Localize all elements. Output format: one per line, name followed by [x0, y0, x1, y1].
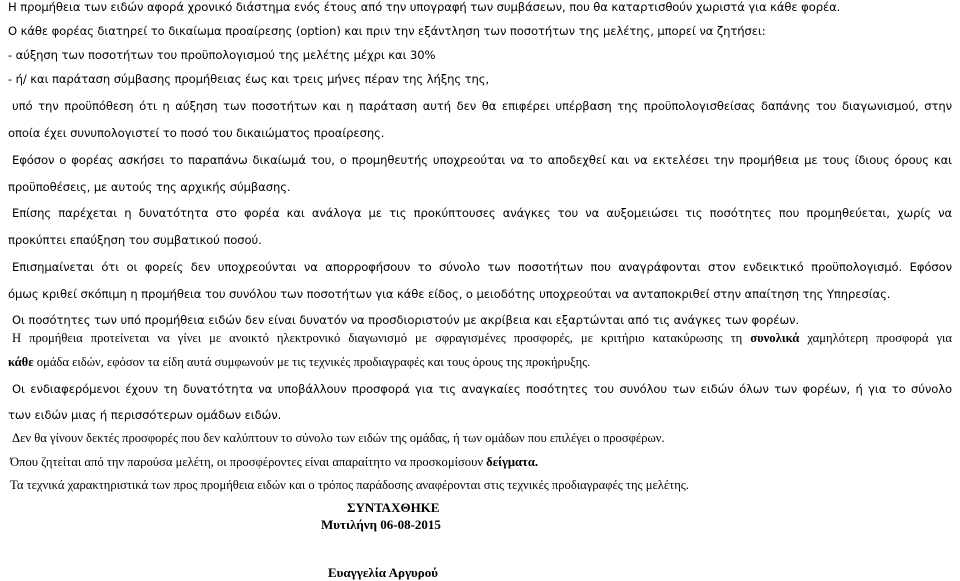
option-condition-text: υπό την προϋπόθεση ότι η αύξηση των ποσοτήτων και η παράταση αυτή δεν θα επιφέρει υπέρβαση της προϋπολογισθείσας δαπάνης του διαγωνισμού, στην — [12, 99, 952, 113]
signature-author: Ευαγγελία Αργυρού — [328, 565, 438, 580]
signature-heading: ΣΥΝΤΑΧΘΗΚΕ — [347, 500, 440, 515]
adjustment-text: Επίσης παρέχεται η δυνατότητα στο φορέα και ανάλογα με τις προκύπτουσες ανάγκες του να αυξομειώσει τις ποσότητες που προμηθεύεται, χωρίς να — [12, 206, 952, 220]
award-criterion-text-cont: κάθε ομάδα ειδών, εφόσον τα είδη αυτά συμφωνούν με τις τεχνικές προδιαγραφές και τους όρους της προκήρυξης. — [8, 355, 591, 369]
offers-scope-text: Οι ενδιαφερόμενοι έχουν τη δυνατότητα να υποβάλλουν προσφορά για τις αναγκαίες ποσότητες του συνόλου των ειδών όλων των φορέων, ή για το σύνολο — [12, 382, 952, 396]
absorption-text: Επισημαίνεται ότι οι φορείς δεν υποχρεούνται να απορροφήσουν το σύνολο των ποσοτήτων που αναγράφονται στον ενδεικτικό προϋπολογισμό. Εφόσον — [12, 260, 952, 274]
signature-place-date: Μυτιλήνη 06-08-2015 — [321, 517, 441, 532]
option-increase-item: - αύξηση των ποσοτήτων του προϋπολογισμού της μελέτης μέχρι και 30% — [8, 48, 436, 62]
offers-scope-text-cont: των ειδών μιας ή περισσότερων ομάδων ειδών. — [8, 408, 282, 422]
quantities-text: Οι ποσότητες των υπό προμήθεια ειδών δεν είναι δυνατόν να προσδιοριστούν με ακρίβεια και εξαρτώνται από τις ανάγκες των φορέων. — [12, 313, 800, 327]
option-condition-text-cont: οποία έχει συνυπολογιστεί το ποσό του δικαιώματος προαίρεσης. — [8, 126, 385, 140]
exercise-right-text: Εφόσον ο φορέας ασκήσει το παραπάνω δικαίωμά του, ο προμηθευτής υποχρεούται να το αποδεχθεί και να εκτελέσει την προμήθεια με τους ίδιους όρους και — [12, 153, 952, 167]
adjustment-text-cont: προκύπτει επαύξηση του συμβατικού ποσού. — [8, 233, 262, 247]
exercise-right-text-cont: προϋποθέσεις, με αυτούς της αρχικής σύμβασης. — [8, 180, 291, 194]
option-extension-item: - ή/ και παράταση σύμβασης προμήθειας έως και τρεις μήνες πέραν της λήξης της, — [8, 72, 490, 86]
option-right-text: Ο κάθε φορέας διατηρεί το δικαίωμα προαίρεσης (option) και πριν την εξάντληση των ποσοτήτων της μελέτης, μπορεί να ζητήσει: — [8, 24, 766, 38]
specs-text: Τα τεχνικά χαρακτηριστικά των προς προμήθεια ειδών και ο τρόπος παράδοσης αναφέρονται στις τεχνικές προδιαγραφές της μελέτης. — [10, 478, 689, 492]
absorption-text-cont: όμως κριθεί σκόπιμη η προμήθεια του συνόλου των ποσοτήτων για κάθε είδος, ο μειοδότης υποχρεούται να ανταποκριθεί στην απαίτηση της Υπηρεσίας. — [8, 287, 891, 301]
partial-offers-text: Δεν θα γίνουν δεκτές προσφορές που δεν καλύπτουν το σύνολο των ειδών της ομάδας, ή των ομάδων που επιλέγει ο προσφέρων. — [12, 431, 665, 445]
intro-duration-text: Η προμήθεια των ειδών αφορά χρονικό διάστημα ενός έτους από την υπογραφή των συμβάσεων, που θα καταρτισθούν χωριστά για κάθε φορέα. — [8, 0, 841, 14]
samples-text: Όπου ζητείται από την παρούσα μελέτη, οι προσφέροντες είναι απαραίτητο να προσκομίσουν δείγματα. — [10, 455, 539, 469]
award-criterion-text: Η προμήθεια προτείνεται να γίνει με ανοικτό ηλεκτρονικό διαγωνισμό με σφραγισμένες προσφορές, με κριτήριο κατακύρωσης τη συνολικά χαμηλότερη προσφορά για — [12, 331, 953, 345]
